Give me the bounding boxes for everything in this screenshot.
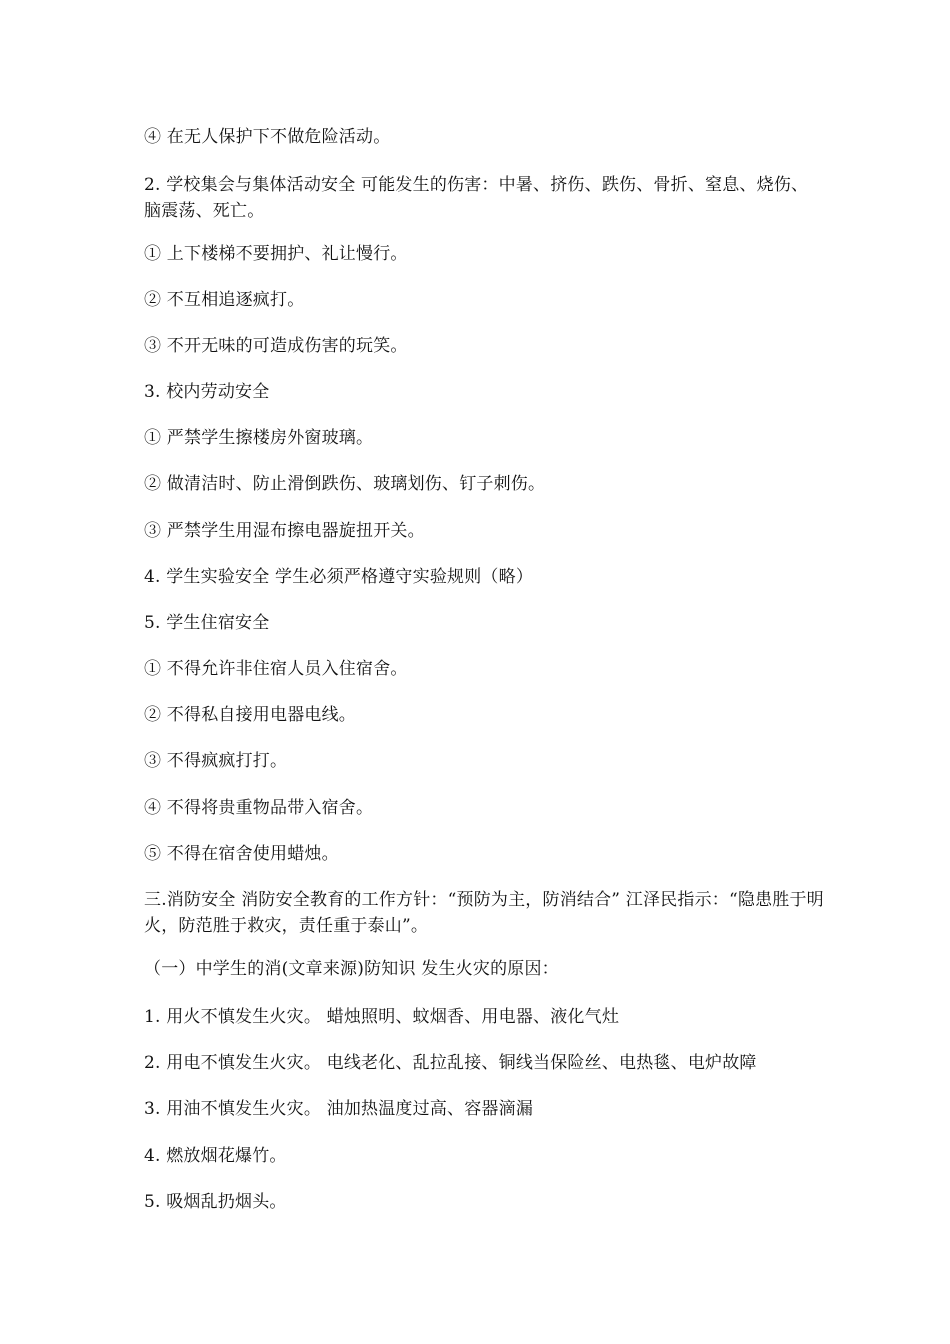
paragraph: 5. 吸烟乱扔烟头。 [144,1192,287,1212]
paragraph: ③ 不开无味的可造成伤害的玩笑。 [144,336,408,356]
section-heading: 3. 校内劳动安全 [144,382,270,402]
paragraph: ① 上下楼梯不要拥护、礼让慢行。 [144,244,408,264]
paragraph: 4. 学生实验安全 学生必须严格遵守实验规则（略） [144,567,534,587]
paragraph: 4. 燃放烟花爆竹。 [144,1146,287,1166]
paragraph: ① 严禁学生擦楼房外窗玻璃。 [144,428,374,448]
paragraph: ② 不得私自接用电器电线。 [144,705,357,725]
paragraph: ③ 不得疯疯打打。 [144,751,288,771]
paragraph: ② 做清洁时、防止滑倒跌伤、玻璃划伤、钉子刺伤。 [144,474,546,494]
subsection-heading: （一）中学生的消(文章来源)防知识 发生火灾的原因： [144,959,559,979]
paragraph: 3. 用油不慎发生火灾。 油加热温度过高、容器滴漏 [144,1099,534,1119]
paragraph: 2. 学校集会与集体活动安全 可能发生的伤害：中暑、挤伤、跌伤、骨折、窒息、烧伤、脑震荡、死亡。 [144,175,809,221]
paragraph: ⑤ 不得在宿舍使用蜡烛。 [144,844,339,864]
paragraph: ④ 在无人保护下不做危险活动。 [144,127,391,147]
paragraph: ② 不互相追逐疯打。 [144,290,305,310]
paragraph: 2. 用电不慎发生火灾。 电线老化、乱拉乱接、铜线当保险丝、电热毯、电炉故障 [144,1053,757,1073]
paragraph: 1. 用火不慎发生火灾。 蜡烛照明、蚊烟香、用电器、液化气灶 [144,1007,620,1027]
section-heading: 三.消防安全 消防安全教育的工作方针：“预防为主，防消结合” 江泽民指示：“隐患胜于明火，防范胜于救灾，责任重于泰山”。 [144,890,824,936]
paragraph: ③ 严禁学生用湿布擦电器旋扭开关。 [144,521,425,541]
paragraph: ④ 不得将贵重物品带入宿舍。 [144,798,374,818]
section-heading: 5. 学生住宿安全 [144,613,270,633]
paragraph: ① 不得允许非住宿人员入住宿舍。 [144,659,408,679]
